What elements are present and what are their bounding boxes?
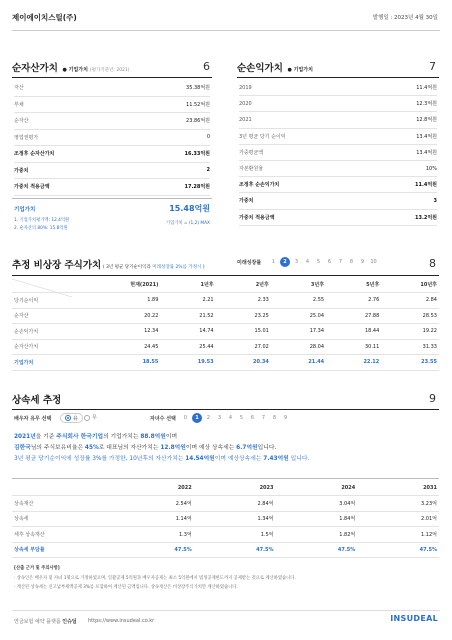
children-page-4[interactable]: 4	[228, 415, 233, 421]
inheritance-cell: 1.12억	[357, 527, 439, 543]
table-row	[12, 308, 439, 324]
net-asset-row-label: 가중치 적용금액	[14, 184, 50, 191]
projection-cell: 14.74	[160, 324, 215, 340]
inheritance-cell: 3.04억	[276, 496, 358, 512]
projection-row-label: 당기순이익	[12, 293, 67, 309]
growth-page-1[interactable]: 1	[271, 259, 276, 265]
projection-cell: 28.04	[271, 339, 326, 355]
inheritance-row-label: 상속세	[12, 511, 112, 527]
notes-title: [산출 근거 및 주의사항]	[14, 566, 60, 571]
net-income-row-label: 2020	[239, 100, 252, 107]
net-asset-row	[14, 146, 210, 163]
projection-cell: 15.01	[216, 324, 271, 340]
net-asset-row-label: 가중치	[14, 167, 29, 174]
inheritance-table-rule	[12, 478, 439, 479]
projection-cell: 24.45	[67, 339, 160, 355]
projection-cell: 1.89	[67, 293, 160, 309]
projection-row-label: 순손익가치	[12, 324, 67, 340]
inheritance-column-header: 2023	[194, 480, 276, 496]
inheritance-column-header: 2024	[276, 480, 358, 496]
inheritance-cell: 2.54억	[112, 496, 194, 512]
projection-cell: 21.44	[271, 355, 326, 371]
table-row	[12, 355, 439, 371]
table-row	[12, 339, 439, 355]
inheritance-row-label: 상속세 부담률	[12, 542, 112, 558]
net-income-row-value: 12.8억원	[416, 117, 437, 124]
net-income-row-label: 조정후 순손익가치	[239, 182, 280, 189]
footer-url[interactable]: https://www.insudeal.co.kr	[88, 618, 155, 624]
projection-cell: 2.33	[216, 293, 271, 309]
projection-cell: 19.22	[381, 324, 439, 340]
net-asset-row-label: 자산	[14, 85, 24, 92]
net-asset-note-1: 1. 기업가치평가액: 12.4억원	[14, 218, 70, 223]
projection-cell: 23.55	[381, 355, 439, 371]
net-income-row-label: 3년 평균 당기 순이익	[239, 133, 286, 140]
growth-page-8[interactable]: 8	[349, 259, 354, 265]
net-income-row	[239, 112, 437, 128]
projection-cell: 20.22	[67, 308, 160, 324]
inheritance-row-label: 세후 상속재산	[12, 527, 112, 543]
projection-title: 추정 비상장 주식가치	[12, 260, 102, 271]
inheritance-column-header: 2031	[357, 480, 439, 496]
net-asset-row	[14, 179, 210, 196]
net-asset-row-value: 16.33억원	[184, 151, 210, 158]
net-asset-row	[14, 163, 210, 180]
projection-column-header: 1년후	[160, 277, 215, 293]
net-asset-row-label: 조정후 순자산가치	[14, 151, 55, 158]
projection-cell: 27.88	[326, 308, 381, 324]
net-income-subtitle: ● 기업가치	[287, 67, 313, 73]
table-row	[12, 324, 439, 340]
projection-header	[12, 257, 205, 271]
projection-cell: 30.11	[326, 339, 381, 355]
table-row	[12, 293, 439, 309]
net-asset-row-value: 2	[206, 167, 210, 174]
inheritance-cell: 1.34억	[194, 511, 276, 527]
net-asset-total-label: 기업가치	[14, 207, 36, 213]
net-income-row-label: 가중치	[239, 198, 254, 205]
inheritance-cell: 1.5억	[194, 527, 276, 543]
section-number-7: 7	[429, 60, 436, 73]
net-asset-row-value: 11.52억원	[186, 101, 210, 108]
spouse-no-radio[interactable]	[84, 415, 90, 421]
children-page-5[interactable]: 5	[239, 415, 244, 421]
net-asset-row-label: 순자산	[14, 118, 29, 125]
children-page-7[interactable]: 7	[261, 415, 266, 421]
inheritance-column-header: 2022	[112, 480, 194, 496]
inheritance-column-header	[12, 480, 112, 496]
inheritance-cell: 1.84억	[276, 511, 358, 527]
net-asset-row	[14, 113, 210, 130]
net-income-row-value: 13.4억원	[416, 133, 437, 140]
summary-line-3: 3년 평균 당기순이익에 성장률 3%를 가정한, 10년후의 자산가치는 14.54억원이며 예상상속세는 7.43억원 입니다.	[14, 456, 310, 462]
inheritance-cell: 47.5%	[194, 542, 276, 558]
growth-page-5[interactable]: 5	[316, 259, 321, 265]
net-income-row	[239, 177, 437, 193]
projection-cell: 20.34	[216, 355, 271, 371]
table-row	[12, 542, 439, 558]
spouse-yes-option[interactable]	[60, 413, 83, 423]
projection-cell: 23.25	[216, 308, 271, 324]
net-income-row	[239, 210, 437, 226]
net-income-row-value: 3	[433, 197, 437, 204]
inheritance-cell: 1.3억	[112, 527, 194, 543]
net-asset-formula: 기업가치 = (1,2) MAX	[165, 221, 210, 226]
net-income-row-label: 2021	[239, 116, 252, 123]
net-asset-subtitle-note: (평가기준년: 2021)	[89, 68, 130, 73]
inheritance-header	[12, 392, 61, 406]
net-asset-row	[14, 97, 210, 114]
net-income-row-label: 가중평균액	[239, 149, 264, 156]
projection-cell: 27.02	[216, 339, 271, 355]
projection-cell: 25.04	[271, 308, 326, 324]
net-income-row	[239, 193, 437, 209]
growth-rate-pager[interactable]	[268, 257, 379, 267]
children-page-6[interactable]: 6	[250, 415, 255, 421]
children-page-0[interactable]: 0	[183, 415, 188, 421]
projection-cell: 2.76	[326, 293, 381, 309]
net-income-title: 순손익가치	[237, 63, 283, 74]
projection-cell: 22.12	[326, 355, 381, 371]
projection-cell: 17.34	[271, 324, 326, 340]
net-income-row-value: 13.2억원	[415, 214, 437, 221]
projection-cell: 28.53	[381, 308, 439, 324]
spouse-select-label: 배우자 유무 선택	[14, 416, 52, 422]
net-income-row	[239, 80, 437, 96]
net-asset-row-label: 부채	[14, 101, 24, 108]
growth-page-3[interactable]: 3	[294, 259, 299, 265]
projection-cell: 2.21	[160, 293, 215, 309]
net-asset-row-label: 영업권평가	[14, 134, 39, 141]
projection-row-label: 기업가치	[12, 355, 67, 371]
footer-divider	[12, 610, 440, 611]
net-asset-bottom-rule	[12, 198, 212, 199]
section-number-8: 8	[429, 257, 436, 270]
net-income-row-label: 2019	[239, 84, 252, 91]
net-asset-subtitle: ● 기업가치 (평가기준년: 2021)	[62, 67, 130, 73]
projection-subtitle: ( 3년 평균 당기순이익과 미래성장률 2%를 가정시 )	[102, 265, 205, 270]
projection-cell: 2.55	[271, 293, 326, 309]
footer-platform: 연금보험 예약 플랫폼 인슈딜	[14, 619, 77, 625]
net-income-row-value: 11.4억원	[415, 182, 437, 189]
inheritance-cell: 2.84억	[194, 496, 276, 512]
children-pager[interactable]	[180, 413, 291, 423]
section-number-9: 9	[429, 392, 436, 405]
projection-column-header: 10년후	[381, 277, 439, 293]
note-2: · 계산된 상속세는 신고납부세액공제 3%를 포함하여 계산된 금액입니다. 상속재산은 비상장주식가치만 계산하였습니다.	[14, 585, 238, 590]
projection-cell: 21.52	[160, 308, 215, 324]
growth-page-4[interactable]: 4	[305, 259, 310, 265]
table-row	[12, 527, 439, 543]
projection-cell: 25.44	[160, 339, 215, 355]
growth-rate-label: 미래성장률	[237, 260, 262, 266]
net-income-top-rule	[237, 77, 439, 78]
projection-cell: 18.55	[67, 355, 160, 371]
growth-page-9[interactable]: 9	[360, 259, 365, 265]
net-income-row-value: 10%	[425, 165, 437, 172]
inheritance-table	[12, 480, 439, 558]
spouse-yes-radio[interactable]	[65, 415, 71, 421]
inheritance-title: 상속세 추정	[12, 395, 62, 406]
insudeal-logo: INSUDEAL	[390, 614, 438, 623]
net-income-row-label: 가중치 적용금액	[239, 214, 275, 221]
net-asset-note-2: 2. 순자산의 80%: 15.8억원	[14, 226, 68, 231]
growth-page-6[interactable]: 6	[327, 259, 332, 265]
net-asset-row-value: 0	[206, 134, 210, 141]
inheritance-top-rule	[12, 409, 439, 410]
header-divider	[12, 30, 440, 31]
inheritance-summary	[14, 432, 439, 465]
net-income-row	[239, 96, 437, 112]
children-page-3[interactable]: 3	[217, 415, 222, 421]
projection-cell: 31.33	[381, 339, 439, 355]
net-income-header	[237, 60, 313, 74]
inheritance-cell: 47.5%	[276, 542, 358, 558]
projection-row-label: 순자산가치	[12, 339, 67, 355]
inheritance-cell: 47.5%	[357, 542, 439, 558]
children-page-1[interactable]: 1	[192, 413, 202, 423]
inheritance-header-row	[12, 480, 439, 496]
children-page-2[interactable]: 2	[206, 415, 211, 421]
projection-cell: 19.53	[160, 355, 215, 371]
net-income-row-value: 12.3억원	[416, 101, 437, 108]
projection-cell: 18.44	[326, 324, 381, 340]
net-asset-row	[14, 80, 210, 97]
net-income-row-value: 13.4억원	[416, 149, 437, 156]
growth-page-2[interactable]: 2	[280, 257, 290, 267]
section-number-6: 6	[203, 60, 210, 73]
net-income-row-value: 11.4억원	[416, 85, 437, 92]
projection-column-header: 5년후	[326, 277, 381, 293]
net-asset-total-value: 15.48억원	[169, 204, 210, 213]
net-income-row	[239, 129, 437, 145]
projection-top-rule	[12, 275, 439, 276]
projection-table	[12, 277, 439, 371]
projection-cell: 2.84	[381, 293, 439, 309]
inheritance-cell: 1.82억	[276, 527, 358, 543]
net-income-row	[239, 145, 437, 161]
projection-row-label: 순자산	[12, 308, 67, 324]
projection-cell: 12.34	[67, 324, 160, 340]
summary-line-2: 김한국님의 주식보유비율은 45%로 대표님의 자산가치는 12.8억원이며 예상 상속세는 6.7억원입니다.	[14, 445, 277, 451]
projection-column-header	[12, 277, 67, 293]
spouse-yes-label: 유	[73, 415, 78, 422]
issue-date: 발행일 : 2023년 4월 30일	[372, 15, 438, 21]
net-income-row	[239, 161, 437, 177]
inheritance-cell: 47.5%	[112, 542, 194, 558]
net-income-row-label: 자본환원율	[239, 166, 264, 173]
inheritance-cell: 2.01억	[357, 511, 439, 527]
spouse-no-option[interactable]	[84, 414, 97, 421]
net-asset-row	[14, 130, 210, 147]
projection-column-header: 현재(2021)	[67, 277, 160, 293]
table-row	[12, 496, 439, 512]
note-1: · 상속인은 배우자 및 자녀 1명으로 가정하였으며, 일괄공제 5억원과 배우자공제는 최소 5억원에서 법정공제한도까지 공제받는 것으로 계산하였습니다.	[14, 576, 296, 581]
projection-column-header: 2년후	[216, 277, 271, 293]
summary-line-1: 2021년을 기준 주식회사 한국기업의 기업가치는 88.8억원이며	[14, 434, 178, 440]
growth-page-10[interactable]: 10	[370, 259, 377, 265]
company-name: 제이에이치스틸(주)	[12, 13, 77, 22]
projection-column-header: 3년후	[271, 277, 326, 293]
children-select-label: 자녀수 선택	[150, 416, 176, 422]
inheritance-cell: 3.23억	[357, 496, 439, 512]
projection-header-row	[12, 277, 439, 293]
table-row	[12, 511, 439, 527]
inheritance-row-label: 상속재산	[12, 496, 112, 512]
net-asset-row-value: 23.86억원	[186, 118, 210, 125]
net-asset-top-rule	[12, 77, 212, 78]
children-page-9[interactable]: 9	[283, 415, 288, 421]
net-asset-header	[12, 60, 130, 74]
spouse-no-label: 무	[92, 415, 97, 421]
growth-page-7[interactable]: 7	[338, 259, 343, 265]
net-asset-row-value: 35.38억원	[186, 85, 210, 92]
children-page-8[interactable]: 8	[272, 415, 277, 421]
net-asset-title: 순자산가치	[12, 63, 58, 74]
inheritance-cell: 1.14억	[112, 511, 194, 527]
net-asset-row-value: 17.28억원	[184, 184, 210, 191]
